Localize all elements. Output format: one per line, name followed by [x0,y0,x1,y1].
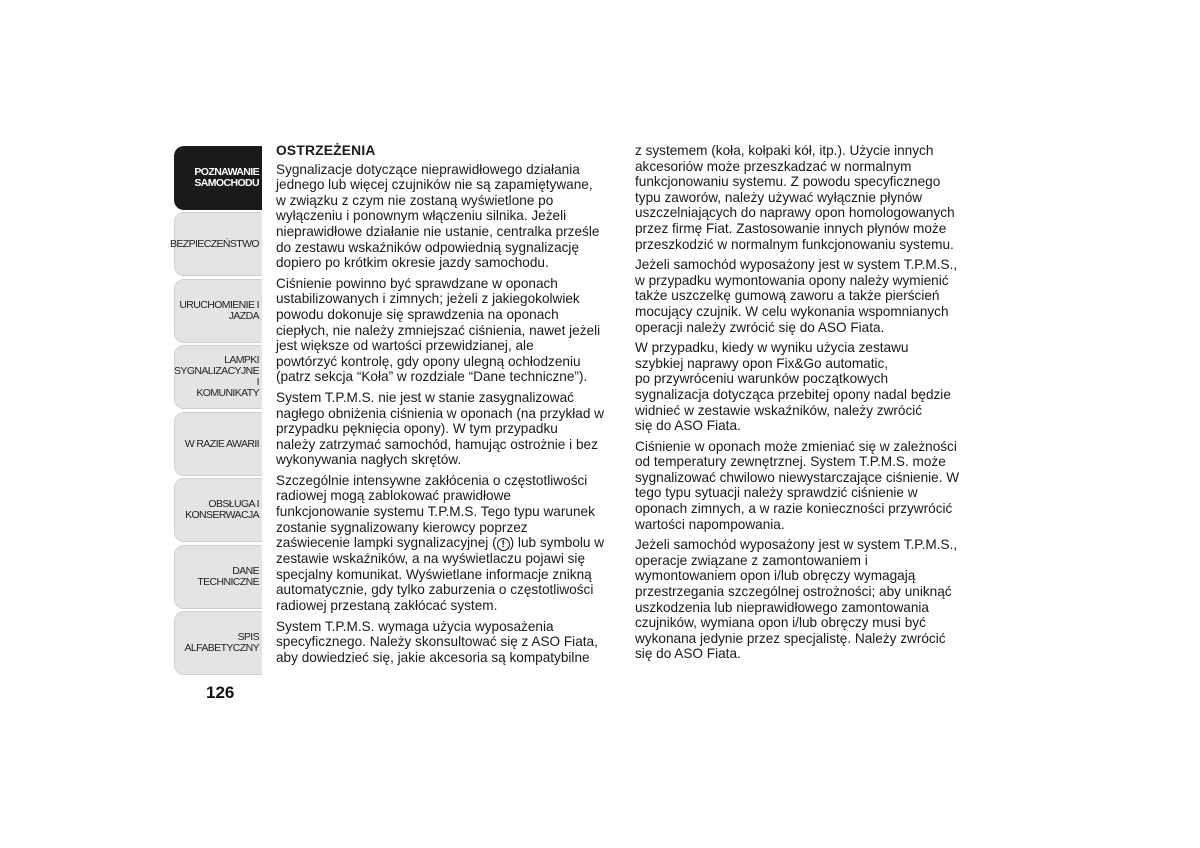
tab-uruchomienie-i-jazda[interactable]: URUCHOMIENIE I JAZDA [174,279,262,343]
tab-bezpieczenstwo[interactable]: BEZPIECZEŃSTWO [174,212,262,276]
right-text-column [635,143,980,667]
tab-obsluga-i-konserwacja[interactable]: OBSŁUGA I KONSERWACJA [174,478,262,542]
left-text-column [276,143,616,670]
page-number: 126 [206,683,235,702]
paragraph: z systemem (koła, kołpaki kół, itp.). Użycie innych akcesoriów może przeszkadzać w normalnym funkcjonowaniu systemu. Z powodu specyficznego typu zaworów, należy używać wyłącznie płynów uszczelniających do naprawy opon homologowanych przez firmę Fiat. Zastosowanie innych płynów może przeszkodzić w normalnym funkcjonowaniu systemu. [635,143,955,252]
section-heading: OSTRZEŻENIA [276,143,376,158]
paragraph: Ciśnienie w oponach może zmieniać się w zależności od temperatury zewnętrznej. System T.P.M.S. może sygnalizować chwilowo niewystarczające ciśnienie. W tego typu sytuacji należy sprawdzić ciśnienie w oponach zimnych, a w razie konieczności przywrócić wartości napompowania. [635,438,960,532]
tab-dane-techniczne[interactable]: DANE TECHNICZNE [174,545,262,609]
tab-poznawanie-samochodu[interactable]: POZNAWANIE SAMOCHODU [174,146,262,210]
paragraph: Jeżeli samochód wyposażony jest w system T.P.M.S., operacje związane z zamontowaniem i wymontowaniem opon i/lub obręczy wymagają przestrzegania szczególnej ostrożności; aby uniknąć uszkodzenia lub nieprawidłowego zamontowania czujników, wymiana opon i/lub obręczy musi być wykonana jedynie przez specjalistę. Należy zwrócić się do ASO Fiata. [635,537,958,662]
paragraph: System T.P.M.S. nie jest w stanie zasygnalizować nagłego obniżenia ciśnienia w oponach (na przykład w przypadku pęknięcia opony). W tym przypadku należy zatrzymać samochód, hamując ostrożnie i bez wykonywania nagłych skrętów. [276,389,604,468]
paragraph-text: Szczególnie intensywne zakłócenia o częstotliwości radiowej mogą zablokować prawidłowe funkcjonowanie systemu T.P.M.S. Tego typu warunek zostanie sygnalizowany kierowcy poprzez zaświecenie lampki sygnalizacyjnej ( [276,472,595,551]
paragraph-text: ) lub symbolu w zestawie wskaźników, a na wyświetlaczu pojawi się specjalny komunikat. Wyświetlane informacje znikną automatycznie, gdy tylko zaburzenia o częstotliwości radiowej przestaną zakłócać system. [276,535,605,614]
paragraph [276,473,616,614]
paragraph: W przypadku, kiedy w wyniku użycia zestawu szybkiej naprawy opon Fix&Go automatic, po przywróceniu warunków początkowych sygnalizacja dotycząca przebitej opony nadal będzie widnieć w zestawie wskaźników, należy zwrócić się do ASO Fiata. [635,340,951,434]
paragraph: System T.P.M.S. wymaga użycia wyposażenia specyficznego. Należy skonsultować się z ASO Fiata, aby dowiedzieć się, jakie akcesoria są kompatybilne [276,618,598,665]
tab-lampki-sygnalizacyjne[interactable]: LAMPKI SYGNALIZACYJNE I KOMUNIKATY [174,345,262,409]
paragraph: Ciśnienie powinno być sprawdzane w oponach ustabilizowanych i zimnych; jeżeli z jakiegokolwiek powodu dokonuje się sprawdzenia na oponach ciepłych, nie należy zmniejszać ciśnienia, nawet jeżeli jest większe od wartości przewidzianej, ale powtórzyć kontrolę, gdy opony ulegną ochłodzeniu (patrz sekcja “Koła” w rozdziale “Dane techniczne”). [276,275,601,385]
paragraph: Sygnalizacje dotyczące nieprawidłowego działania jednego lub więcej czujników nie są zapamiętywane, w związku z czym nie zostaną wyświetlone po wyłączeniu i ponownym włączeniu silnika. Jeżeli nieprawidłowe działanie nie ustanie, centralka prześle do zestawu wskaźników odpowiednią sygnalizację dopiero po krótkim okresie jazdy samochodu. [276,161,600,271]
tab-w-razie-awarii[interactable]: W RAZIE AWARII [174,412,262,476]
tab-spis-alfabetyczny[interactable]: SPIS ALFABETYCZNY [174,611,262,675]
paragraph: Jeżeli samochód wyposażony jest w system T.P.M.S., w przypadku wymontowania opony należy wymienić także uszczelkę gumową zaworu a także pierścień mocujący czujnik. W celu wykonania wspomnianych operacji należy zwrócić się do ASO Fiata. [635,257,958,335]
tpms-warning-icon: ! [497,538,510,551]
